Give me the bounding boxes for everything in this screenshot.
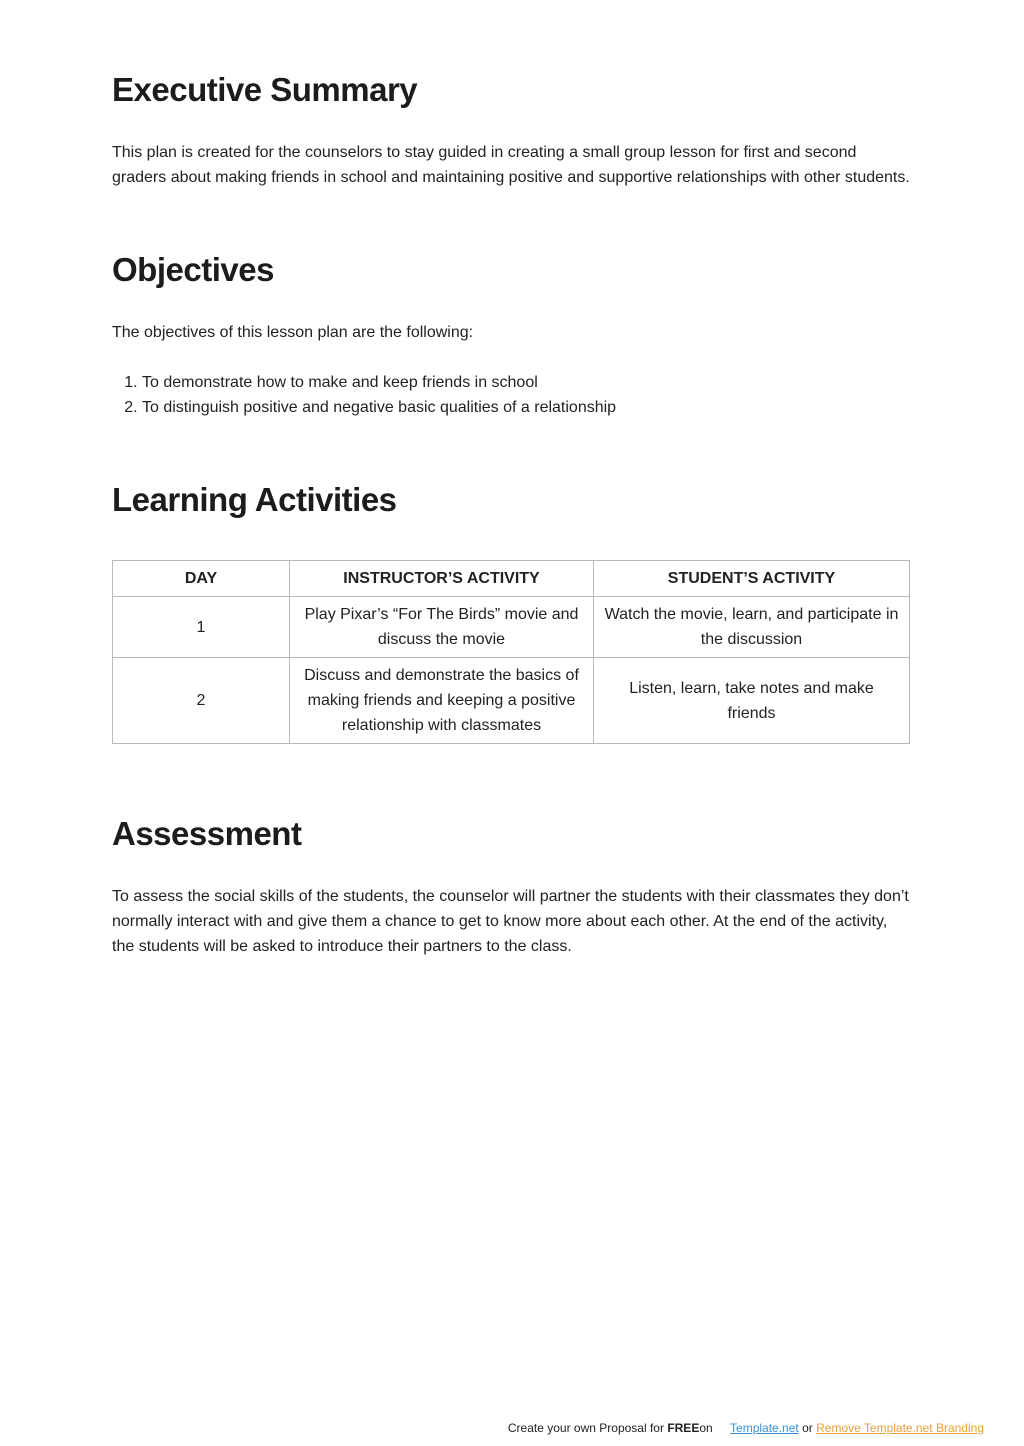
objectives-list [112, 370, 616, 420]
table-cell: Play Pixar’s “For The Birds” movie and discuss the movie [290, 597, 594, 658]
executive-summary-heading: Executive Summary [112, 71, 418, 108]
footer-on: on [699, 1421, 713, 1435]
table-cell: Listen, learn, take notes and make friends [594, 658, 910, 744]
list-item: 2. To distinguish positive and negative basic qualities of a relationship [142, 395, 616, 420]
table-header-row [113, 561, 910, 597]
objectives-intro: The objectives of this lesson plan are the following: [112, 324, 474, 341]
template-net-link[interactable]: Template.net [730, 1421, 799, 1435]
branding-footer [508, 1419, 984, 1437]
table-row [113, 658, 910, 744]
column-header-student: STUDENT’S ACTIVITY [594, 561, 910, 597]
list-item: 1. To demonstrate how to make and keep friends in school [142, 370, 616, 395]
table-cell: Discuss and demonstrate the basics of making friends and keeping a positive relationship with classmates [290, 658, 594, 744]
remove-branding-link[interactable]: Remove Template.net Branding [816, 1421, 984, 1435]
learning-activities-heading: Learning Activities [112, 481, 397, 518]
table-cell: 2 [113, 658, 290, 744]
objectives-heading: Objectives [112, 251, 274, 288]
executive-summary-body: This plan is created for the counselors to stay guided in creating a small group lesson for first and second graders about making friends in school and maintaining positive and supportive relationships with other students. [112, 144, 910, 186]
activities-table [112, 560, 910, 744]
footer-prefix: Create your own Proposal for [507, 1421, 664, 1435]
footer-or: or [802, 1421, 813, 1435]
footer-free: FREE [667, 1421, 700, 1435]
table-cell: Watch the movie, learn, and participate in the discussion [594, 597, 910, 658]
assessment-body: To assess the social skills of the students, the counselor will partner the students with their classmates they don’t normally interact with and give them a chance to get to know more about each other. At the end of the activity, the students will be asked to introduce their partners to the class. [112, 888, 909, 955]
table-row [113, 597, 910, 658]
table-cell: 1 [113, 597, 290, 658]
assessment-heading: Assessment [112, 815, 302, 852]
column-header-day: DAY [113, 561, 290, 597]
column-header-instructor: INSTRUCTOR’S ACTIVITY [290, 561, 594, 597]
